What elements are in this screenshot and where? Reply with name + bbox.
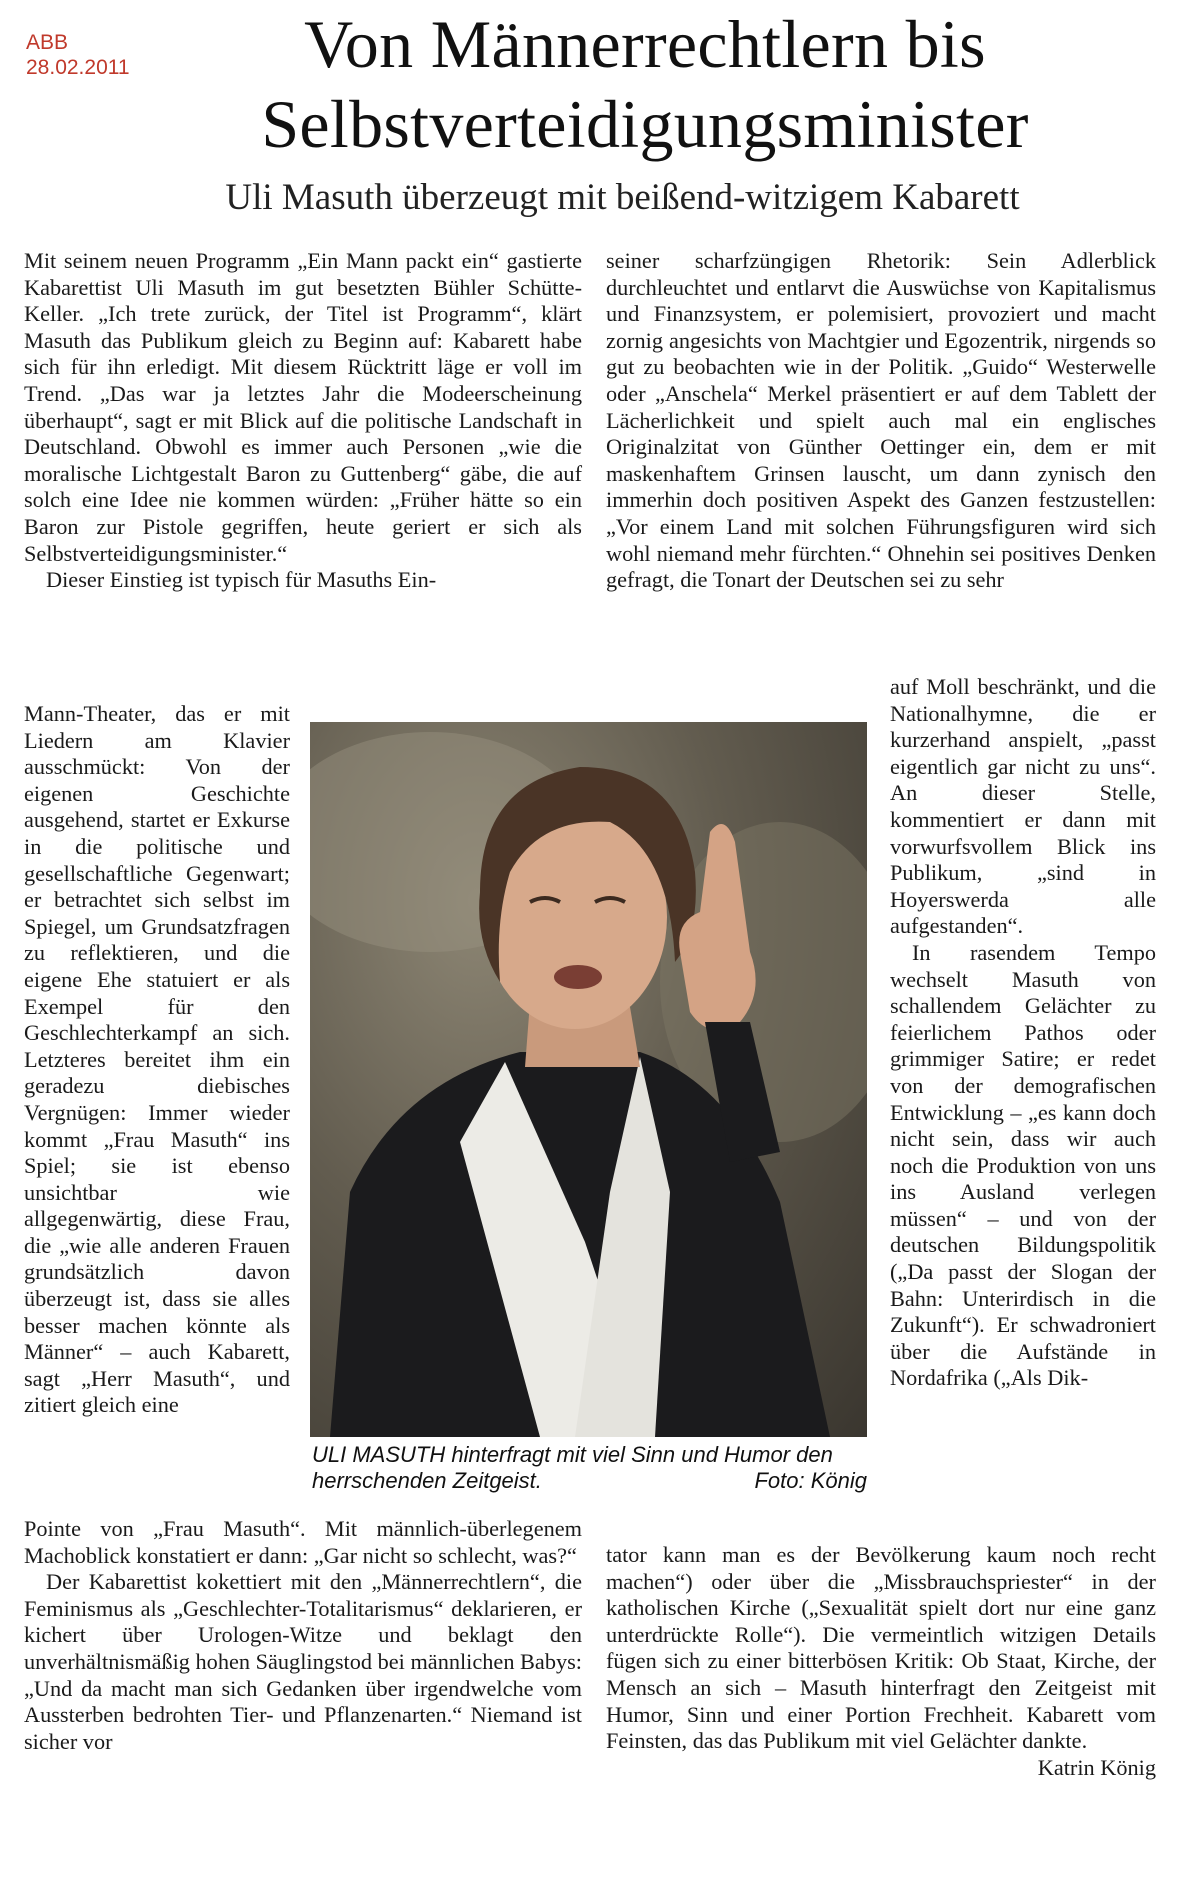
paragraph: Pointe von „Frau Masuth“. Mit männlich-überlegenem Machoblick konstatiert er dann: „Gar nicht so schlecht, was?“ <box>24 1516 582 1568</box>
article-column-right-bottom <box>606 1542 1156 1781</box>
paragraph: auf Moll beschränkt, und die Nationalhymne, die er kurzerhand anspielt, „passt eigentlich gar nicht zu uns“. An dieser Stelle, kommentiert er dann mit vorwurfsvollem Blick ins Publikum, „sind in Hoyerswerda alle aufgestanden“. <box>890 674 1156 939</box>
article-column-left-narrow <box>24 701 290 1419</box>
photo-credit: Foto: König <box>754 1468 867 1493</box>
performer-illustration <box>310 722 867 1437</box>
paragraph: Dieser Einstieg ist typisch für Masuths Ein- <box>46 567 437 593</box>
stamp-date: 28.02.2011 <box>26 56 130 79</box>
article-column-right-narrow <box>890 674 1156 1392</box>
paragraph: Mann-Theater, das er mit Liedern am Klavier ausschmückt: Von der eigenen Geschichte ausgehend, startet er Exkurse in die politische und gesellschaftliche Gegenwart; er betrachtet sich selbst im Spiegel, um Grundsatzfragen zu reflektieren, und die eigene Ehe statuiert er als Exempel für den Geschlechterkampf an sich. Letzteres bereitet ihm ein geradezu diebisches Vergnügen: Immer wieder kommt „Frau Masuth“ ins Spiel; sie ist ebenso unsichtbar wie allgegenwärtig, diese Frau, die „wie alle anderen Frauen grundsätzlich davon überzeugt ist, dass sie alles besser machen könnte als Männer“ – auch Kabarett, sagt „Herr Masuth“, und zitiert gleich eine <box>24 701 290 1418</box>
article-column-left-bottom <box>24 1516 582 1755</box>
stamp-source: ABB <box>26 31 69 54</box>
headline: Von Männerrechtlern bis Selbstverteidigungsminister <box>261 6 1029 162</box>
paragraph: In rasendem Tempo wechselt Masuth von schallendem Gelächter zu feierlichem Pathos oder grimmiger Satire; er redet von der demografischen Entwicklung – „es kann doch nicht sein, dass wir auch noch die Produktion von uns ins Ausland verlegen müssen“ – und von der deutschen Bildungspolitik („Da passt der Slogan der Bahn: Unterirdisch in die Zukunft“). Er schwadroniert über die Aufstände in Nordafrika („Als Dik- <box>890 939 1156 1391</box>
article-column-left-top <box>24 248 582 594</box>
caption-text: ULI MASUTH hinterfragt mit viel Sinn und Humor den herrschenden Zeitgeist. <box>312 1442 833 1493</box>
paragraph: seiner scharfzüngigen Rhetorik: Sein Adlerblick durchleuchtet und entlarvt die Auswüchse von Kapitalismus und Finanzsystem, er polemisiert, provoziert und macht zornig angesichts von Machtgier und Egozentrik, nirgends so gut zu beobachten wie in der Politik. „Guido“ Westerwelle oder „Anschela“ Merkel präsentiert er auf dem Tablett der Lächerlichkeit und spielt auch mal ein englisches Originalzitat von Günther Oettinger ein, dem er mit maskenhaftem Grinsen lauscht, um dann zynisch den immerhin doch positiven Aspekt des Ganzen festzustellen: „Vor einem Land mit solchen Führungsfiguren wird sich wohl niemand mehr fürchten.“ Ohnehin sei positives Denken gefragt, die Tonart der Deutschen sei zu sehr <box>606 248 1156 593</box>
article-column-right-top <box>606 248 1156 594</box>
byline: Katrin König <box>1037 1754 1156 1780</box>
article-photo <box>310 722 867 1437</box>
paragraph: tator kann man es der Bevölkerung kaum noch recht machen“) oder über die „Missbrauchspriester“ in der katholischen Kirche („Sexualität spielt dort nur eine ganz unterdrückte Rolle“). Die vermeintlich witzigen Details fügen sich zu einer bitterbösen Kritik: Ob Staat, Kirche, der Mensch an sich – Masuth hinterfragt den Zeitgeist mit Humor, Sinn und einer Portion Frechheit. Kabarett vom Feinsten, das das Publikum mit viel Gelächter dankte. <box>606 1542 1156 1754</box>
photo-caption <box>312 1442 867 1494</box>
subheadline: Uli Masuth überzeugt mit beißend-witzigem Kabarett <box>225 177 1020 218</box>
paragraph: Mit seinem neuen Programm „Ein Mann packt ein“ gastierte Kabarettist Uli Masuth im gut besetzten Bühler Schütte-Keller. „Ich trete zurück, der Titel ist Programm“, klärt Masuth das Publikum gleich zu Beginn auf: Kabarett habe sich für ihn erledigt. Mit diesem Rücktritt läge er voll im Trend. „Das war ja letztes Jahr die Modeerscheinung überhaupt“, sagt er mit Blick auf die politische Landschaft in Deutschland. Obwohl es immer auch Personen „wie die moralische Lichtgestalt Baron zu Guttenberg“ gäbe, die auf solch eine Idee nie kommen würden: „Früher hätte so ein Baron zur Pistole gegriffen, heute geriert er sich als Selbstverteidigungsminister.“ <box>24 248 582 566</box>
paragraph: Der Kabarettist kokettiert mit den „Männerrechtlern“, die Feminismus als „Geschlechter-Totalitarismus“ deklarieren, er kichert über Urologen-Witze und beklagt den unverhältnismäßig hohen Säuglingstod bei männlichen Babys: „Und da macht man sich Gedanken über irgendwelche vom Aussterben bedrohten Tier- und Pflanzenarten.“ Niemand ist sicher vor <box>24 1569 582 1754</box>
